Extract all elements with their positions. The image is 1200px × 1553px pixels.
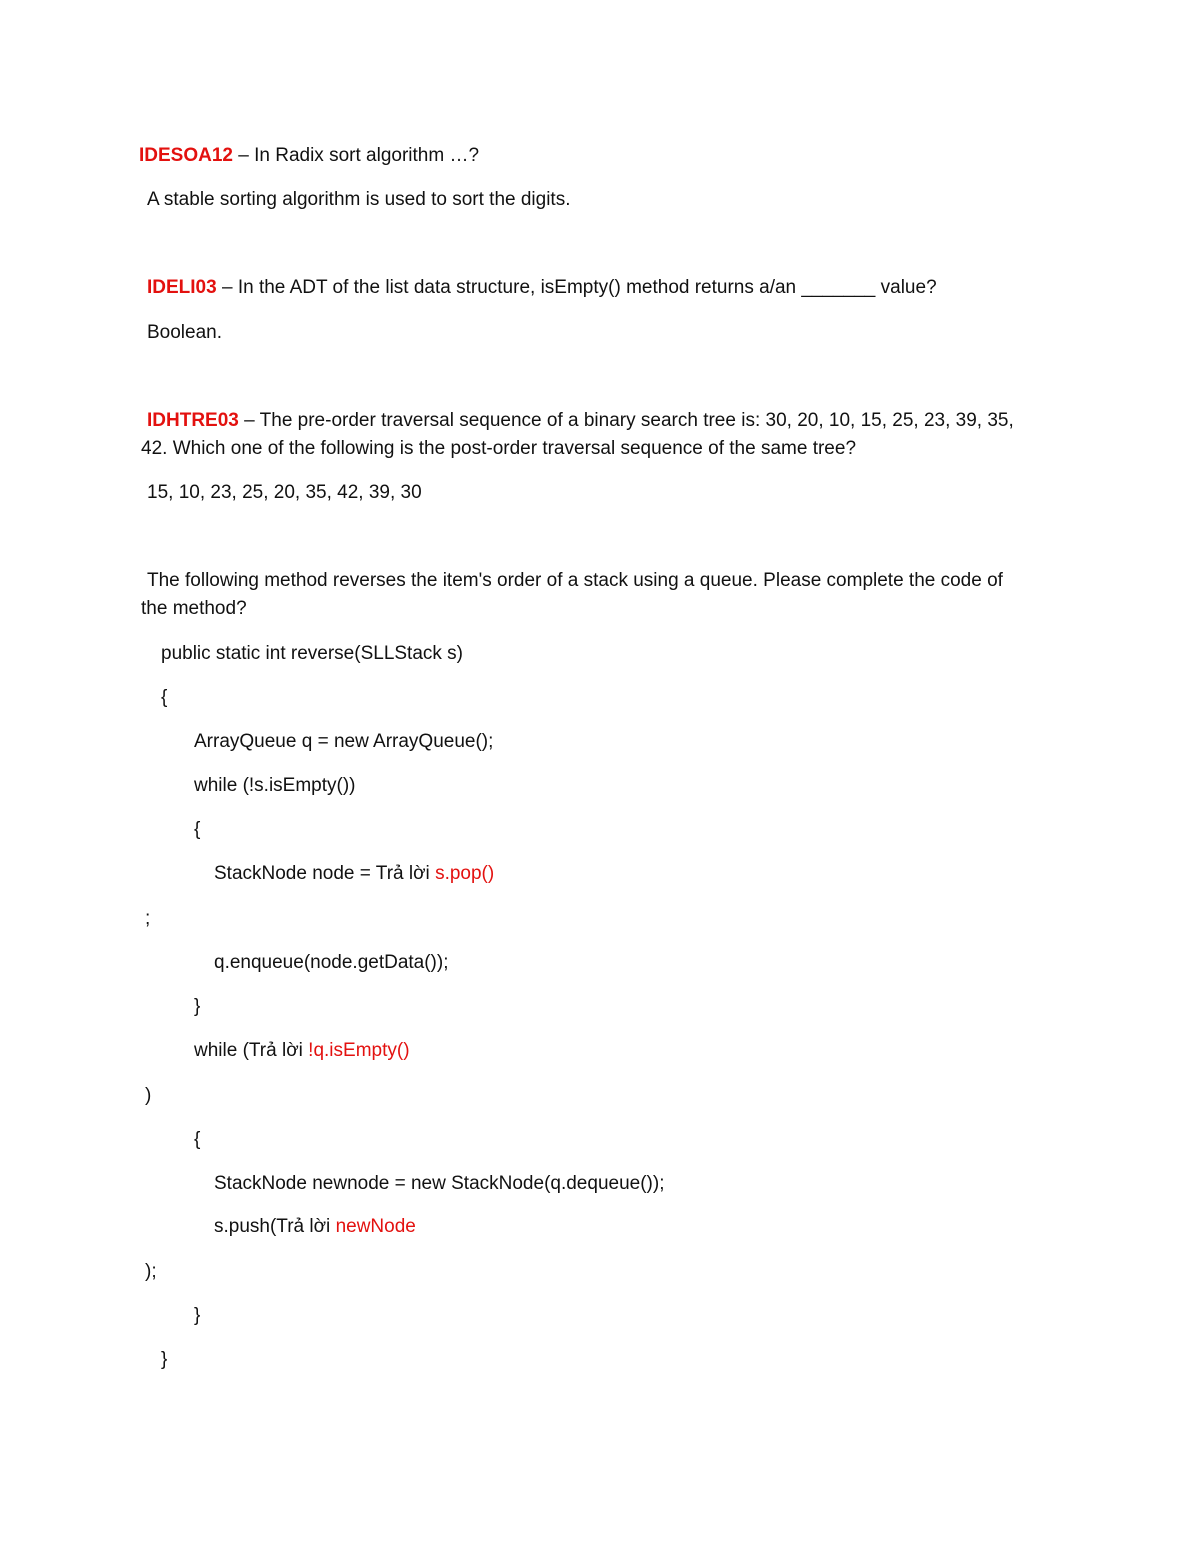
code-close-paren: ) (145, 1085, 152, 1106)
code-close-brace: } (194, 1305, 201, 1326)
answer-text: newNode (335, 1216, 416, 1237)
question-text: – In the ADT of the list data structure, isEmpty() method returns a/an _______ value? (216, 277, 937, 298)
answer-text: !q.isEmpty() (308, 1040, 410, 1061)
question-4-line-2: the method? (141, 598, 247, 619)
code-close-brace: } (194, 996, 201, 1017)
code-close-paren-semicolon: ); (145, 1261, 157, 1282)
code-open-brace: { (194, 1129, 201, 1150)
answer-3: 15, 10, 23, 25, 20, 35, 42, 39, 30 (147, 482, 422, 503)
code-pop-line (214, 860, 494, 888)
code-text: StackNode node = Trả lời (214, 863, 436, 884)
question-text: – The pre-order traversal sequence of a binary search tree is: 30, 20, 10, 15, 25, 23, 39, 35, (238, 410, 1014, 431)
code-newnode-line: StackNode newnode = new StackNode(q.dequeue()); (214, 1173, 665, 1194)
question-2 (147, 274, 937, 302)
code-text: while (Trả lời (194, 1040, 309, 1061)
code-queue-declaration: ArrayQueue q = new ArrayQueue(); (194, 731, 494, 752)
code-text: s.push(Trả lời (214, 1216, 336, 1237)
question-id: IDESOA12 (139, 145, 233, 166)
code-push-line (214, 1213, 416, 1241)
question-4-line-1: The following method reverses the item's order of a stack using a queue. Please complete the code of (147, 570, 1003, 591)
question-text: – In Radix sort algorithm …? (232, 145, 480, 166)
question-id: IDELI03 (147, 277, 217, 298)
question-3-line-2: 42. Which one of the following is the post-order traversal sequence of the same tree? (141, 438, 857, 459)
question-id: IDHTRE03 (147, 410, 239, 431)
code-enqueue-line: q.enqueue(node.getData()); (214, 952, 449, 973)
question-1 (139, 142, 479, 170)
code-while-loop-2 (194, 1037, 410, 1065)
answer-text: s.pop() (435, 863, 495, 884)
code-semicolon: ; (145, 908, 151, 929)
code-while-loop: while (!s.isEmpty()) (194, 775, 356, 796)
code-open-brace: { (161, 687, 168, 708)
code-close-brace-outer: } (161, 1349, 168, 1370)
question-3-line-1 (147, 407, 1014, 435)
code-signature: public static int reverse(SLLStack s) (161, 643, 464, 664)
answer-1: A stable sorting algorithm is used to sort the digits. (147, 189, 571, 210)
answer-2: Boolean. (147, 322, 223, 343)
code-open-brace: { (194, 819, 201, 840)
